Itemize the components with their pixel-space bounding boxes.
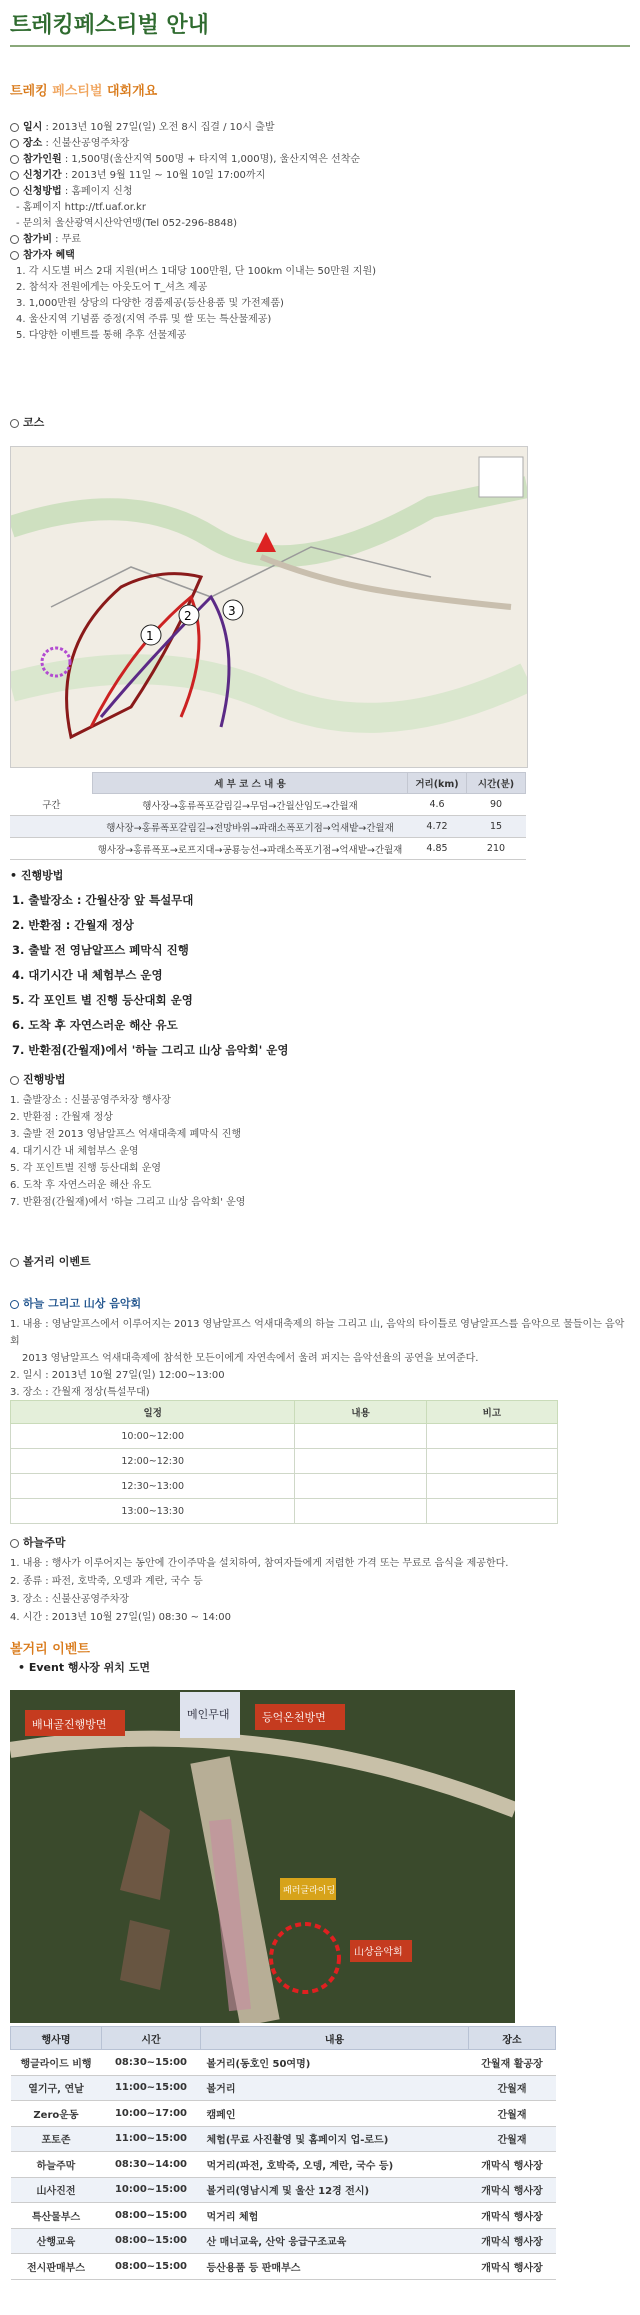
events-cell-time: 08:00~15:00 [102, 2228, 201, 2254]
circle-bullet-icon [10, 139, 19, 148]
circle-bullet-icon [10, 1258, 19, 1267]
events-row [11, 2126, 556, 2152]
concert-col-note: 비고 [426, 1401, 557, 1424]
course-km: 4.85 [408, 838, 467, 860]
program-bold-item: 5. 각 포인트 별 진행 등산대회 운영 [12, 993, 193, 1007]
program-bold-item: 3. 출발 전 영남알프스 폐막식 진행 [12, 943, 189, 957]
events-cell-name: 하늘주막 [11, 2152, 102, 2178]
program-bold-item: 2. 반환점 : 간월재 정상 [12, 918, 134, 932]
program-heading [10, 1072, 66, 1088]
aerial-label-right: 등억온천방면 [262, 1711, 326, 1724]
circle-bullet-icon [10, 251, 19, 260]
overview-item-value: 1. 각 시도별 버스 2대 지원(버스 1대당 100만원, 단 100km 이내는 50만원 지원) [16, 266, 377, 277]
overview-item-label: 신청방법 [23, 186, 62, 197]
events-cell-desc: 볼거리(동호인 50여명) [201, 2050, 469, 2076]
events-row [11, 2203, 556, 2229]
program-item: 2. 반환점 : 간월재 정상 [10, 1112, 113, 1123]
concert-slot: 10:00~12:00 [11, 1424, 295, 1449]
events-row [11, 2254, 556, 2280]
program-item: 3. 출발 전 2013 영남알프스 억새대축제 폐막식 진행 [10, 1129, 242, 1140]
title-divider [10, 45, 630, 47]
overview-item-value: : 신불산공영주차장 [42, 138, 130, 149]
map-mark-2: 2 [184, 609, 192, 623]
events-cell-desc: 볼거리(영남시계 및 울산 12경 전시) [201, 2177, 469, 2203]
overview-item [10, 312, 376, 328]
overview-heading-b: 페스티벌 [52, 84, 103, 99]
course-min: 15 [467, 816, 526, 838]
concert-item: 2. 일시 : 2013년 10월 27일(일) 12:00~13:00 [10, 1370, 225, 1381]
map-mark-1: 1 [146, 629, 154, 643]
events-cell-name: 山사진전 [11, 2177, 102, 2203]
course-col-km: 거리(km) [408, 773, 467, 794]
program-heading-text: 진행방법 [23, 1073, 66, 1086]
events-cell-name: 열기구, 연날 [11, 2075, 102, 2101]
aerial-label-stage: 메인무대 [187, 1708, 230, 1721]
overview-item [10, 296, 376, 312]
overview-item-label: 일시 [23, 122, 43, 133]
snack-item: 2. 종류 : 파전, 호박죽, 오뎅과 계란, 국수 등 [10, 1576, 203, 1587]
overview-item [10, 152, 376, 168]
events-cell-name: 행글라이드 비행 [11, 2050, 102, 2076]
overview-item-value: 2. 참석자 전원에게는 아웃도어 T_셔츠 제공 [16, 282, 208, 293]
aerial-map-svg [10, 1690, 515, 2023]
program-bold-item: 6. 도착 후 자연스러운 해산 유도 [12, 1018, 178, 1032]
circle-bullet-icon [10, 123, 19, 132]
overview-item-value: 4. 울산지역 기념품 증정(지역 주류 및 쌀 또는 특산물제공) [16, 314, 272, 325]
program-item: 7. 반환점(간월재)에서 '하늘 그리고 山상 음악회' 운영 [10, 1197, 246, 1208]
concert-item: 2013 영남알프스 억새대축제에 참석한 모든이에게 자연속에서 울려 퍼지는 음악선율의 공연을 보여준다. [22, 1353, 479, 1364]
events-cell-time: 11:00~15:00 [102, 2075, 201, 2101]
overview-item-value: : 1,500명(울산지역 500명 + 타지역 1,000명), 울산지역은 선착순 [61, 154, 361, 165]
course-col-route: 세 부 코 스 내 용 [93, 773, 408, 794]
program-bold-list [12, 888, 289, 1063]
events-cell-time: 08:00~15:00 [102, 2203, 201, 2229]
map-mark-3: 3 [228, 604, 236, 618]
overview-item-label: 참가비 [23, 234, 52, 245]
snack-heading-text: 하늘주막 [23, 1536, 66, 1549]
snack-item: 3. 장소 : 신불산공영주차장 [10, 1594, 130, 1605]
program-item: 1. 출발장소 : 신불공영주차장 행사장 [10, 1095, 171, 1106]
overview-item-label: 참가인원 [23, 154, 62, 165]
course-km: 4.72 [408, 816, 467, 838]
overview-item [10, 184, 376, 200]
events-cell-time: 08:00~15:00 [102, 2254, 201, 2280]
events-cell-desc: 캠페인 [201, 2101, 469, 2127]
overview-item-value: - 홈페이지 http://tf.uaf.or.kr [16, 202, 146, 213]
overview-item [10, 168, 376, 184]
aerial-map [10, 1690, 515, 2023]
events-cell-name: Zero운동 [11, 2101, 102, 2127]
snack-list [10, 1555, 630, 1627]
circle-bullet-icon [10, 187, 19, 196]
overview-item [10, 232, 376, 248]
events-cell-time: 11:00~15:00 [102, 2126, 201, 2152]
course-map [10, 446, 528, 768]
course-heading-text: 코스 [23, 416, 45, 429]
overview-list [10, 120, 376, 344]
course-heading [10, 415, 44, 431]
page-title: 트레킹페스티벌 안내 [10, 13, 209, 38]
circle-bullet-icon [10, 1539, 19, 1548]
overview-heading-c: 대회개요 [102, 84, 158, 99]
events-cell-place: 개막식 행사장 [469, 2177, 556, 2203]
events-row [11, 2152, 556, 2178]
events-cell-desc: 산 매너교육, 산악 응급구조교육 [201, 2228, 469, 2254]
events-cell-time: 10:00~17:00 [102, 2101, 201, 2127]
overview-item-value: - 문의처 울산광역시산악연맹(Tel 052-296-8848) [16, 218, 238, 229]
program-bold-item: 1. 출발장소 : 간월산장 앞 특설무대 [12, 893, 194, 907]
concert-table [10, 1400, 558, 1524]
events-cell-time: 08:30~14:00 [102, 2152, 201, 2178]
events-heading-text: 볼거리 이벤트 [23, 1255, 91, 1268]
overview-item-label: 참가자 혜택 [23, 250, 75, 261]
overview-item [10, 328, 376, 344]
events-row [11, 2228, 556, 2254]
concert-heading [10, 1296, 141, 1312]
events-col-name: 행사명 [11, 2027, 102, 2050]
overview-item [10, 280, 376, 296]
course-route: 행사장→홍류폭포갈림길→무덤→간월산임도→간월재 [93, 794, 408, 816]
concert-slot: 12:00~12:30 [11, 1449, 295, 1474]
circle-bullet-icon [10, 419, 19, 428]
aerial-label-concert: 山상음악회 [354, 1947, 403, 1958]
overview-item [10, 136, 376, 152]
events-cell-place: 개막식 행사장 [469, 2228, 556, 2254]
events-cell-desc: 먹거리(파전, 호박죽, 오뎅, 계란, 국수 등) [201, 2152, 469, 2178]
overview-item-value: 3. 1,000만원 상당의 다양한 경품제공(등산용품 및 가전제품) [16, 298, 284, 309]
events-row [11, 2177, 556, 2203]
extra-map-caption: • Event 행사장 위치 도면 [18, 1661, 150, 1674]
concert-slot: 12:30~13:00 [11, 1474, 295, 1499]
events-cell-place: 개막식 행사장 [469, 2152, 556, 2178]
events-heading [10, 1254, 91, 1270]
concert-heading-text: 하늘 그리고 山상 음악회 [23, 1297, 142, 1310]
course-map-svg [11, 447, 527, 767]
overview-item-label: 신청기간 [23, 170, 62, 181]
overview-item-value: : 2013년 9월 11일 ~ 10월 10일 17:00까지 [61, 170, 266, 181]
program-item: 4. 대기시간 내 체험부스 운영 [10, 1146, 139, 1157]
events-cell-name: 특산물부스 [11, 2203, 102, 2229]
events-col-time: 시간 [102, 2027, 201, 2050]
events-cell-desc: 먹거리 체험 [201, 2203, 469, 2229]
program-item: 6. 도착 후 자연스러운 해산 유도 [10, 1180, 152, 1191]
events-table [10, 2026, 556, 2280]
concert-slot: 13:00~13:30 [11, 1499, 295, 1524]
overview-heading [10, 80, 157, 99]
concert-item: 1. 내용 : 영남알프스에서 이루어지는 2013 영남알프스 억새대축제의 하늘 그리고 山, 음악의 타이틀로 영남알프스를 음악으로 물들이는 음악회 [10, 1319, 625, 1347]
events-col-place: 장소 [469, 2027, 556, 2050]
overview-item-label: 장소 [23, 138, 43, 149]
circle-bullet-icon [10, 1076, 19, 1085]
events-cell-desc: 볼거리 [201, 2075, 469, 2101]
events-col-desc: 내용 [201, 2027, 469, 2050]
overview-item-value: 5. 다양한 이벤트를 통해 추후 선물제공 [16, 330, 187, 341]
snack-item: 4. 시간 : 2013년 10월 27일(일) 08:30 ~ 14:00 [10, 1612, 232, 1623]
events-row [11, 2075, 556, 2101]
course-col-min: 시간(분) [467, 773, 526, 794]
events-cell-place: 개막식 행사장 [469, 2254, 556, 2280]
concert-item: 3. 장소 : 간월재 정상(특설무대) [10, 1387, 150, 1398]
course-min: 210 [467, 838, 526, 860]
circle-bullet-icon [10, 235, 19, 244]
course-km: 4.6 [408, 794, 467, 816]
concert-col-time: 일정 [11, 1401, 295, 1424]
overview-item [10, 264, 376, 280]
overview-item [10, 200, 376, 216]
events-cell-name: 포토존 [11, 2126, 102, 2152]
overview-item [10, 248, 376, 264]
events-row [11, 2050, 556, 2076]
circle-bullet-icon [10, 155, 19, 164]
aerial-label-left: 배내골진행방면 [32, 1718, 107, 1731]
program-bold-item: 4. 대기시간 내 체험부스 운영 [12, 968, 163, 982]
events-cell-name: 전시판매부스 [11, 2254, 102, 2280]
program-list [10, 1092, 245, 1211]
course-min: 90 [467, 794, 526, 816]
events-cell-place: 간월재 [469, 2101, 556, 2127]
overview-item [10, 216, 376, 232]
overview-heading-a: 트레킹 [10, 84, 53, 99]
aerial-label-bike: 패러글라이딩 [283, 1886, 336, 1896]
events-row [11, 2101, 556, 2127]
events-cell-place: 개막식 행사장 [469, 2203, 556, 2229]
circle-bullet-icon [10, 171, 19, 180]
course-route: 행사장→홍류폭포갈림길→전망바위→파래소폭포기점→억새밭→간월재 [93, 816, 408, 838]
snack-item: 1. 내용 : 행사가 이루어지는 동안에 간이주막을 설치하여, 참여자들에게 저렴한 가격 또는 무료로 음식을 제공한다. [10, 1558, 509, 1569]
course-route: 행사장→홍류폭포→로프지대→공룡능선→파래소폭포기점→억새밭→간월재 [93, 838, 408, 860]
events-cell-place: 간월재 활공장 [469, 2050, 556, 2076]
events-cell-desc: 체험(무료 사진촬영 및 홈페이지 업-로드) [201, 2126, 469, 2152]
program-bold-item: 7. 반환점(간월재)에서 '하늘 그리고 山상 음악회' 운영 [12, 1043, 289, 1057]
events-cell-name: 산행교육 [11, 2228, 102, 2254]
overview-item-value: : 무료 [51, 234, 82, 245]
overview-item [10, 120, 376, 136]
concert-col-content: 내용 [295, 1401, 426, 1424]
events-cell-time: 08:30~15:00 [102, 2050, 201, 2076]
overview-item-value: : 홈페이지 신청 [61, 186, 133, 197]
events-cell-place: 간월재 [469, 2126, 556, 2152]
snack-heading [10, 1535, 66, 1551]
circle-bullet-icon [10, 1300, 19, 1309]
overview-item-value: : 2013년 10월 27일(일) 오전 8시 집결 / 10시 출발 [42, 122, 275, 133]
course-table [10, 772, 526, 860]
extra-heading: 볼거리 이벤트 [10, 1642, 90, 1657]
events-cell-desc: 등산용품 등 판매부스 [201, 2254, 469, 2280]
events-cell-place: 간월재 [469, 2075, 556, 2101]
course-section-label: 구간 [10, 794, 93, 816]
events-cell-time: 10:00~15:00 [102, 2177, 201, 2203]
program-bold-heading: • 진행방법 [10, 869, 64, 882]
program-item: 5. 각 포인트별 진행 등산대회 운영 [10, 1163, 162, 1174]
